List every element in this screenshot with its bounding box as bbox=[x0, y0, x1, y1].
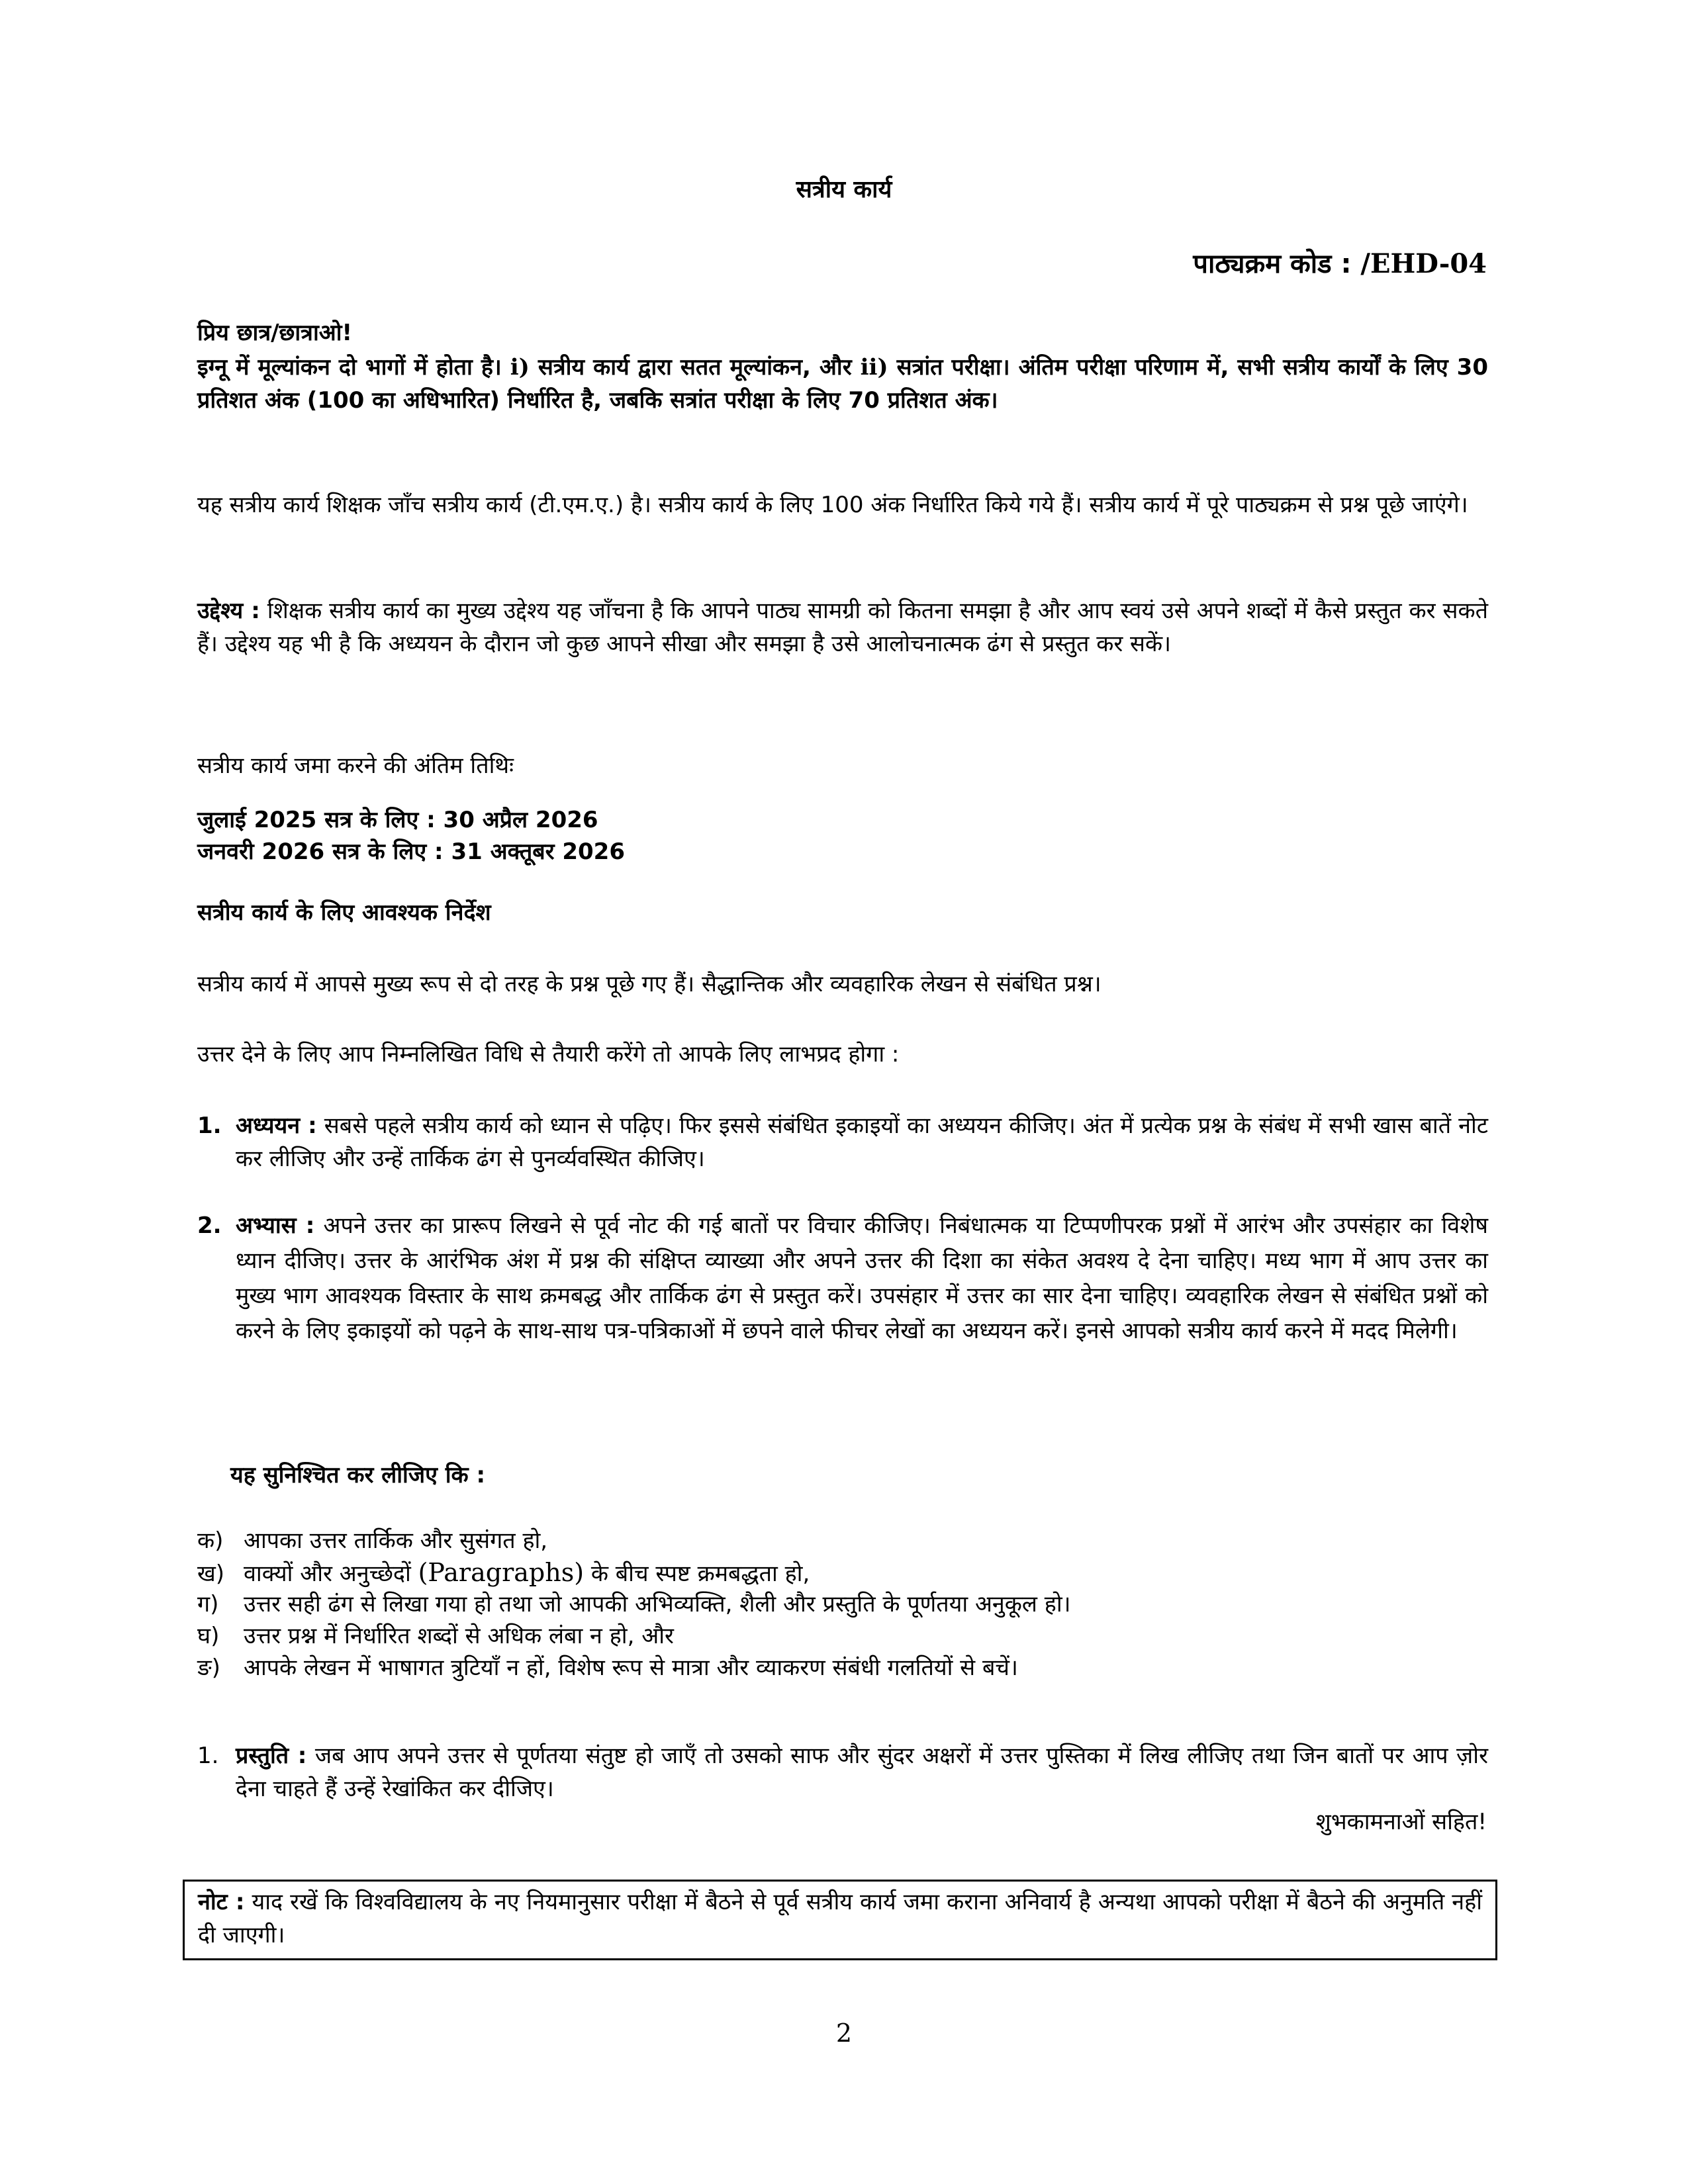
course-code bbox=[1193, 246, 1487, 282]
ensure-text: उत्तर सही ढंग से लिखा गया हो तथा जो आपकी अभिव्यक्ति, शैली और प्रस्तुति के पूर्णतया अनुकूल हो। bbox=[244, 1591, 1071, 1617]
deadline-january: जनवरी 2026 सत्र के लिए : 31 अक्तूबर 2026 bbox=[197, 839, 626, 865]
step-text: जब आप अपने उत्तर से पूर्णतया संतुष्ट हो जाएँ तो उसको साफ और सुंदर अक्षरों में उत्तर पुस्तिका में लिख लीजिए तथा जिन बातों पर आप ज़ोर देना चाहते हैं उन्हें रेखांकित कर दीजिए। bbox=[236, 1743, 1488, 1802]
course-code-label: पाठ्यक्रम कोड : bbox=[1193, 249, 1352, 279]
objective-label: उद्देश्य : bbox=[197, 598, 260, 624]
greeting: प्रिय छात्र/छात्राओ! bbox=[197, 320, 353, 346]
intro-text-1: इग्नू में मूल्यांकन दो भागों में होता है। bbox=[197, 354, 510, 381]
instructions-para-1: सत्रीय कार्य में आपसे मुख्य रूप से दो तरह के प्रश्न पूछे गए हैं। सैद्धान्तिक और व्यवहारिक लेखन से संबंधित प्रश्न। bbox=[197, 971, 1102, 997]
step-text: सबसे पहले सत्रीय कार्य को ध्यान से पढ़िए। फिर इससे संबंधित इकाइयों का अध्ययन कीजिए। अंत में प्रत्येक प्रश्न के संबंध में सभी खास बातें नोट कर लीजिए और उन्हें तार्किक ढंग से पुनर्व्यवस्थित कीजिए। bbox=[236, 1113, 1488, 1172]
deadline-heading: सत्रीय कार्य जमा करने की अंतिम तिथिः bbox=[197, 752, 514, 779]
objective-text: शिक्षक सत्रीय कार्य का मुख्य उद्देश्य यह जाँचना है कि आपने पाठ्य सामग्री को कितना समझा है और आप स्वयं उसे अपने शब्दों में कैसे प्रस्तुत कर सकते हैं। उद्देश्य यह भी है कि अध्ययन के दौरान जो कुछ आपने सीखा और समझा है उसे आलोचनात्मक ढंग से प्रस्तुत कर सकें। bbox=[197, 598, 1488, 657]
ensure-item bbox=[197, 1588, 1071, 1620]
step-text: अपने उत्तर का प्रारूप लिखने से पूर्व नोट की गई बातों पर विचार कीजिए। निबंधात्मक या टिप्पणीपरक प्रश्नों में आरंभ और उपसंहार का विशेष ध्यान दीजिए। उत्तर के आरंभिक अंश में प्रश्न की संक्षिप्त व्याख्या और अपने उत्तर की दिशा का संकेत अवश्य दे देना चाहिए। मध्य भाग में आप उत्तर का मुख्य भाग आवश्यक विस्तार के साथ क्रमबद्ध और तार्किक ढंग से प्रस्तुत करें। उपसंहार में उत्तर का सार देना चाहिए। व्यवहारिक लेखन से संबंधित प्रश्नों को करने के लिए इकाइयों को पढ़ने के साथ-साथ पत्र-पत्रिकाओं में छपने वाले फीचर लेखों का अध्ययन करें। इनसे आपको सत्रीय कार्य करने में मदद मिलेगी। bbox=[236, 1212, 1488, 1344]
instructions-para-2: उत्तर देने के लिए आप निम्नलिखित विधि से तैयारी करेंगे तो आपके लिए लाभप्रद होगा : bbox=[197, 1041, 900, 1068]
objective-paragraph bbox=[197, 594, 1488, 660]
step-label: अध्ययन : bbox=[236, 1113, 317, 1139]
intro-marker-ii: ii) bbox=[860, 354, 888, 381]
ensure-text: आपका उत्तर तार्किक और सुसंगत हो, bbox=[244, 1527, 548, 1554]
ensure-text: वाक्यों और अनुच्छेदों bbox=[244, 1561, 418, 1587]
ensure-text-post: के बीच स्पष्ट क्रमबद्धता हो, bbox=[584, 1561, 810, 1587]
ensure-text: आपके लेखन में भाषागत त्रुटियाँ न हों, विशेष रूप से मात्रा और व्याकरण संबंधी गलतियों से बचें। bbox=[244, 1655, 1018, 1681]
note-box bbox=[183, 1880, 1497, 1960]
ensure-text-en: (Paragraphs) bbox=[418, 1558, 585, 1587]
intro-paragraph bbox=[197, 351, 1488, 417]
ensure-item bbox=[197, 1557, 810, 1590]
note-label: नोट : bbox=[198, 1889, 245, 1915]
page-number: 2 bbox=[835, 2019, 853, 2048]
ensure-marker: घ) bbox=[197, 1623, 220, 1649]
intro-marker-i: i) bbox=[510, 354, 530, 381]
ensure-marker: ख) bbox=[197, 1561, 225, 1587]
step-presentation bbox=[197, 1739, 1488, 1805]
ensure-item bbox=[197, 1652, 1018, 1684]
step-practice bbox=[197, 1208, 1488, 1349]
ensure-marker: ङ) bbox=[197, 1655, 220, 1681]
deadline-july: जुलाई 2025 सत्र के लिए : 30 अप्रैल 2026 bbox=[197, 807, 598, 833]
step-label: अभ्यास : bbox=[236, 1212, 315, 1239]
intro-text-2: सत्रीय कार्य द्वारा सतत मूल्यांकन, और bbox=[529, 354, 861, 381]
step-study bbox=[197, 1109, 1488, 1175]
ensure-item bbox=[197, 1620, 674, 1652]
note-body: याद रखें कि विश्वविद्यालय के नए नियमानुसार परीक्षा में बैठने से पूर्व सत्रीय कार्य जमा कराना अनिवार्य है अन्यथा आपको परीक्षा में बैठने की अनुमति नहीं दी जाएगी। bbox=[198, 1889, 1482, 1948]
note-text bbox=[198, 1886, 1482, 1952]
ensure-heading: यह सुनिश्चित कर लीजिए कि : bbox=[230, 1462, 486, 1488]
closing-wishes: शुभकामनाओं सहित! bbox=[1315, 1809, 1487, 1835]
course-code-value: /EHD-04 bbox=[1360, 248, 1487, 279]
step-number: 1. bbox=[197, 1743, 219, 1769]
ensure-text: उत्तर प्रश्न में निर्धारित शब्दों से अधिक लंबा न हो, और bbox=[244, 1623, 674, 1649]
step-label: प्रस्तुति : bbox=[236, 1743, 307, 1769]
ensure-item bbox=[197, 1525, 547, 1557]
page-title: सत्रीय कार्य bbox=[796, 176, 892, 203]
ensure-marker: ग) bbox=[197, 1591, 219, 1617]
ensure-marker: क) bbox=[197, 1527, 224, 1554]
instructions-heading: सत्रीय कार्य के लिए आवश्यक निर्देश bbox=[197, 899, 491, 926]
intro-text-3: सत्रांत परीक्षा। अंतिम परीक्षा परिणाम में, सभी सत्रीय कार्यों के लिए 30 प्रतिशत अंक (100 का अधिभारित) निर्धारित है, जबकि सत्रांत परीक्षा के लिए 70 प्रतिशत अंक। bbox=[197, 354, 1488, 414]
tma-paragraph: यह सत्रीय कार्य शिक्षक जाँच सत्रीय कार्य (टी.एम.ए.) है। सत्रीय कार्य के लिए 100 अंक निर्धारित किये गये हैं। सत्रीय कार्य में पूरे पाठ्यक्रम से प्रश्न पूछे जाएंगे। bbox=[197, 492, 1468, 518]
step-number: 1. bbox=[197, 1113, 222, 1139]
step-number: 2. bbox=[197, 1212, 222, 1239]
